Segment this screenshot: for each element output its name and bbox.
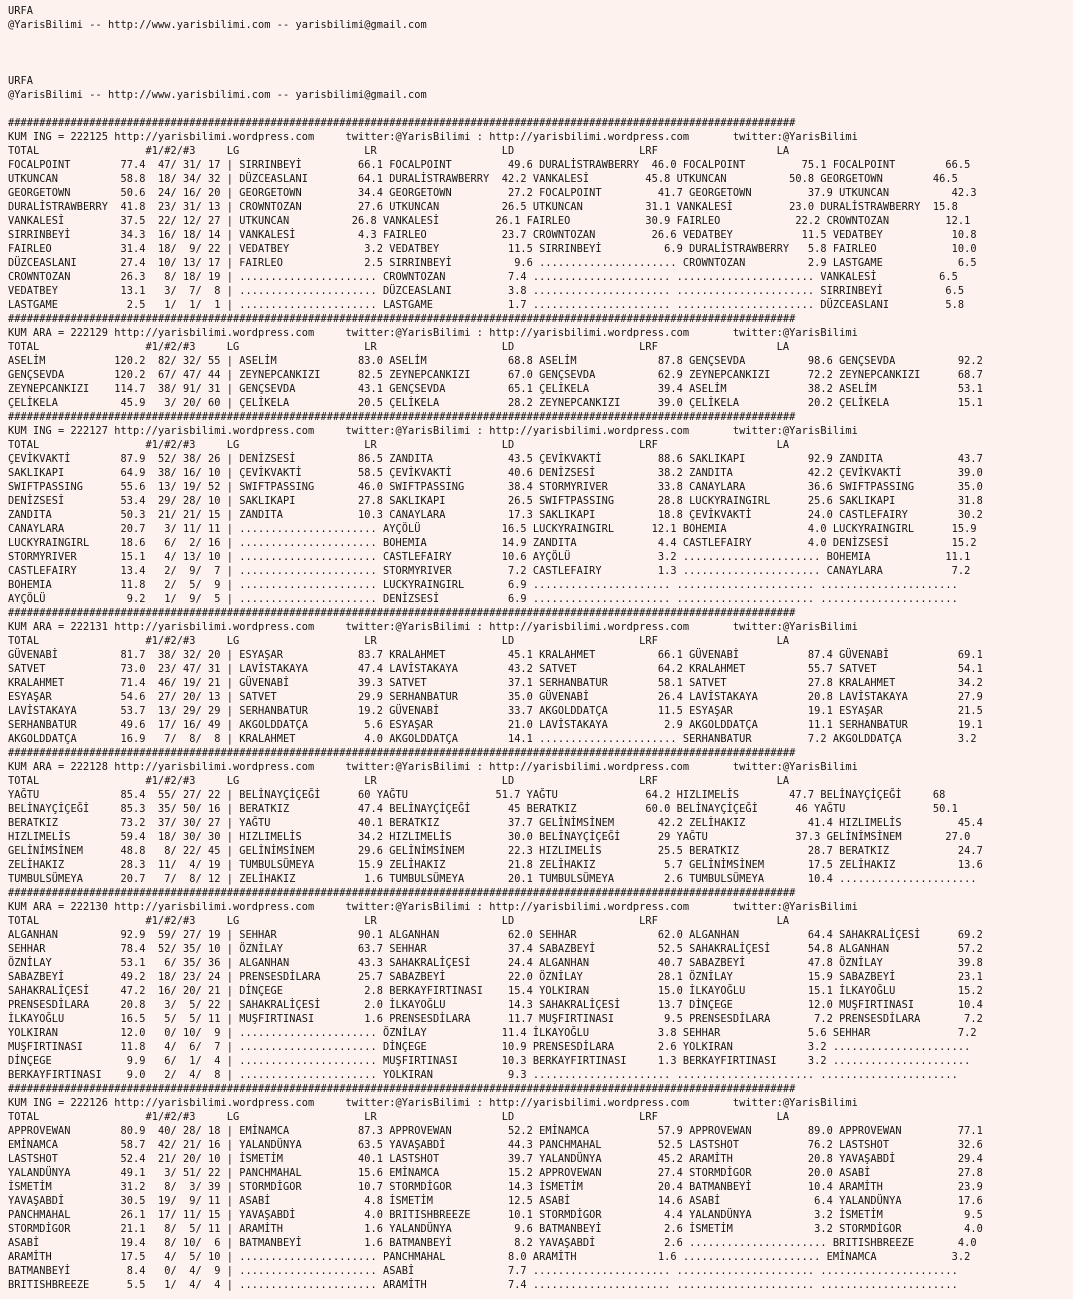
report-line: ARAMİTH 17.5 4/ 5/ 10 | ...................... PANCHMAHAL 8.0 ARAMİTH 1.6 ...................... EMİNAMCA 3.2 (8, 1251, 971, 1263)
report-line: KUM ARA = 222130 http://yarisbilimi.wordpress.com twitter:@YarisBilimi : http://yarisbilimi.wordpress.com twitter:@YarisBilimi (8, 901, 858, 913)
report-line: BERKAYFIRTINASI 9.0 2/ 4/ 8 | ...................... YOLKIRAN 9.3 ...................... ...................... ...................... (8, 1069, 958, 1081)
report-line: KUM ARA = 222131 http://yarisbilimi.wordpress.com twitter:@YarisBilimi : http://yarisbilimi.wordpress.com twitter:@YarisBilimi (8, 621, 858, 633)
report-line: STORMYRIVER 15.1 4/ 13/ 10 | ...................... CASTLEFAIRY 10.6 AYÇÖLÜ 3.2 ...................... BOHEMIA 11.1 (8, 551, 971, 563)
report-line: YAVAŞABDİ 30.5 19/ 9/ 11 | ASABİ 4.8 İSMETİM 12.5 ASABİ 14.6 ASABİ 6.4 YALANDÜNYA 17.6 (8, 1195, 983, 1207)
report-line: BERATKIZ 73.2 37/ 30/ 27 | YAĞTU 40.1 BERATKIZ 37.7 GELİNİMSİNEM 42.2 ZELİHAKIZ 41.4 HIZLIMELİS 45.4 (8, 817, 983, 829)
report-line: TOTAL #1/#2/#3 LG LR LD LRF LA (8, 1111, 790, 1123)
report-line: ############################################################################################################################## (8, 747, 796, 759)
report-line: ASABİ 19.4 8/ 10/ 6 | BATMANBEYİ 1.6 BATMANBEYİ 8.2 YAVAŞABDİ 2.6 ...................... BRITISHBREEZE 4.0 (8, 1237, 977, 1249)
report-line: CASTLEFAIRY 13.4 2/ 9/ 7 | ...................... STORMYRIVER 7.2 CASTLEFAIRY 1.3 ...................... CANAYLARA 7.2 (8, 565, 971, 577)
report-line: STORMDİGOR 21.1 8/ 5/ 11 | ARAMİTH 1.6 YALANDÜNYA 9.6 BATMANBEYİ 2.6 İSMETİM 3.2 STORMDİGOR 4.0 (8, 1223, 983, 1235)
report-line: İLKAYOĞLU 16.5 5/ 5/ 11 | MUŞFIRTINASI 1.6 PRENSESDİLARA 11.7 MUŞFIRTINASI 9.5 PRENSESDİLARA 7.2 PRENSESDİLARA 7.2 (8, 1013, 983, 1025)
report-line: ZEYNEPCANKIZI 114.7 38/ 91/ 31 | GENÇSEVDA 43.1 GENÇSEVDA 65.1 ÇELİKELA 39.4 ASELİM 38.2 ASELİM 53.1 (8, 383, 983, 395)
report-line: LUCKYRAINGIRL 18.6 6/ 2/ 16 | ...................... BOHEMIA 14.9 ZANDITA 4.4 CASTLEFAIRY 4.0 DENİZSESİ 15.2 (8, 537, 977, 549)
report-line (8, 32, 1073, 46)
report-line: ALGANHAN 92.9 59/ 27/ 19 | SEHHAR 90.1 ALGANHAN 62.0 SEHHAR 62.0 ALGANHAN 64.4 SAHAKRALİÇESİ 69.2 (8, 929, 983, 941)
report-line: LASTGAME 2.5 1/ 1/ 1 | ...................... LASTGAME 1.7 ...................... ...................... DÜZCEASLANI 5.8 (8, 299, 965, 311)
report-line: SABAZBEYİ 49.2 18/ 23/ 24 | PRENSESDİLARA 25.7 SABAZBEYİ 22.0 ÖZNİLAY 28.1 ÖZNİLAY 15.9 SABAZBEYİ 23.1 (8, 971, 983, 983)
report-line: BOHEMIA 11.8 2/ 5/ 9 | ...................... LUCKYRAINGIRL 6.9 ...................... ...................... ...................... (8, 579, 958, 591)
report-line: ZELİHAKIZ 28.3 11/ 4/ 19 | TUMBULSÜMEYA 15.9 ZELİHAKIZ 21.8 ZELİHAKIZ 5.7 GELİNİMSİNEM 17.5 ZELİHAKIZ 13.6 (8, 859, 983, 871)
report-line: ÇEVİKVAKTİ 87.9 52/ 38/ 26 | DENİZSESİ 86.5 ZANDITA 43.5 ÇEVİKVAKTİ 88.6 SAKLIKAPI 92.9 ZANDITA 43.7 (8, 453, 983, 465)
report-line: SEHHAR 78.4 52/ 35/ 10 | ÖZNİLAY 63.7 SEHHAR 37.4 SABAZBEYİ 52.5 SAHAKRALİÇESİ 54.8 ALGANHAN 57.2 (8, 943, 983, 955)
report-line: UTKUNCAN 58.8 18/ 34/ 32 | DÜZCEASLANI 64.1 DURALİSTRAWBERRY 42.2 VANKALESİ 45.8 UTKUNCAN 50.8 GEORGETOWN 46.5 (8, 173, 958, 185)
report-line: FAIRLEO 31.4 18/ 9/ 22 | VEDATBEY 3.2 VEDATBEY 11.5 SIRRINBEYİ 6.9 DURALİSTRAWBERRY 5.8 FAIRLEO 10.0 (8, 243, 977, 255)
report-line (8, 102, 1073, 116)
report-line: TOTAL #1/#2/#3 LG LR LD LRF LA (8, 145, 790, 157)
report-line: ############################################################################################################################## (8, 117, 796, 129)
report-line: LASTSHOT 52.4 21/ 20/ 10 | İSMETİM 40.1 LASTSHOT 39.7 YALANDÜNYA 45.2 ARAMİTH 20.8 YAVAŞABDİ 29.4 (8, 1153, 983, 1165)
report-line: TOTAL #1/#2/#3 LG LR LD LRF LA (8, 635, 790, 647)
report-line: GEORGETOWN 50.6 24/ 16/ 20 | GEORGETOWN 34.4 GEORGETOWN 27.2 FOCALPOINT 41.7 GEORGETOWN 37.9 UTKUNCAN 42.3 (8, 187, 977, 199)
report-line: DURALİSTRAWBERRY 41.8 23/ 31/ 13 | CROWNTOZAN 27.6 UTKUNCAN 26.5 UTKUNCAN 31.1 VANKALESİ 23.0 DURALİSTRAWBERRY 15.8 (8, 201, 958, 213)
report-line: VANKALESİ 37.5 22/ 12/ 27 | UTKUNCAN 26.8 VANKALESİ 26.1 FAIRLEO 30.9 FAIRLEO 22.2 CROWNTOZAN 12.1 (8, 215, 971, 227)
report-line: BRITISHBREEZE 5.5 1/ 4/ 4 | ...................... ARAMİTH 7.4 ...................... ...................... ...................... (8, 1279, 958, 1291)
report-line: GENÇSEVDA 120.2 67/ 47/ 44 | ZEYNEPCANKIZI 82.5 ZEYNEPCANKIZI 67.0 GENÇSEVDA 62.9 ZEYNEPCANKIZI 72.2 ZEYNEPCANKIZI 68.7 (8, 369, 983, 381)
report-line: DÜZCEASLANI 27.4 10/ 13/ 17 | FAIRLEO 2.5 SIRRINBEYİ 9.6 ...................... CROWNTOZAN 2.9 LASTGAME 6.5 (8, 257, 977, 269)
report-line: YOLKIRAN 12.0 0/ 10/ 9 | ...................... ÖZNİLAY 11.4 İLKAYOĞLU 3.8 SEHHAR 5.6 SEHHAR 7.2 (8, 1027, 977, 1039)
report-line: GELİNİMSİNEM 48.8 8/ 22/ 45 | GELİNİMSİNEM 29.6 GELİNİMSİNEM 22.3 HIZLIMELİS 25.5 BERATKIZ 28.7 BERATKIZ 24.7 (8, 845, 983, 857)
report-line: ÇELİKELA 45.9 3/ 20/ 60 | ÇELİKELA 20.5 ÇELİKELA 28.2 ZEYNEPCANKIZI 39.0 ÇELİKELA 20.2 ÇELİKELA 15.1 (8, 397, 983, 409)
report-line (8, 60, 1073, 74)
report-line: SAKLIKAPI 64.9 38/ 16/ 10 | ÇEVİKVAKTİ 58.5 ÇEVİKVAKTİ 40.6 DENİZSESİ 38.2 ZANDITA 42.2 ÇEVİKVAKTİ 39.0 (8, 467, 983, 479)
report-line: SERHANBATUR 49.6 17/ 16/ 49 | AKGOLDDATÇA 5.6 ESYAŞAR 21.0 LAVİSTAKAYA 2.9 AKGOLDDATÇA 11.1 SERHANBATUR 19.1 (8, 719, 983, 731)
report-line: KRALAHMET 71.4 46/ 19/ 21 | GÜVENABİ 39.3 SATVET 37.1 SERHANBATUR 58.1 SATVET 27.8 KRALAHMET 34.2 (8, 677, 983, 689)
report-line: AKGOLDDATÇA 16.9 7/ 8/ 8 | KRALAHMET 4.0 AKGOLDDATÇA 14.1 ...................... SERHANBATUR 7.2 AKGOLDDATÇA 3.2 (8, 733, 977, 745)
report-line: SAHAKRALİÇESİ 47.2 16/ 20/ 21 | DİNÇEGE 2.8 BERKAYFIRTINASI 15.4 YOLKIRAN 15.0 İLKAYOĞLU 15.1 İLKAYOĞLU 15.2 (8, 985, 983, 997)
report-line: ############################################################################################################################## (8, 313, 796, 325)
report-line: LAVİSTAKAYA 53.7 13/ 29/ 29 | SERHANBATUR 19.2 GÜVENABİ 33.7 AKGOLDDATÇA 11.5 ESYAŞAR 19.1 ESYAŞAR 21.5 (8, 705, 983, 717)
report-line: ############################################################################################################################## (8, 607, 796, 619)
report-line: İSMETİM 31.2 8/ 3/ 39 | STORMDİGOR 10.7 STORMDİGOR 14.3 İSMETİM 20.4 BATMANBEYİ 10.4 ARAMİTH 23.9 (8, 1181, 983, 1193)
report-line: YAĞTU 85.4 55/ 27/ 22 | BELİNAYÇİÇEĞİ 60 YAĞTU 51.7 YAĞTU 64.2 HIZLIMELİS 47.7 BELİNAYÇİÇEĞİ 68 (8, 789, 946, 801)
report-line: KUM ARA = 222128 http://yarisbilimi.wordpress.com twitter:@YarisBilimi : http://yarisbilimi.wordpress.com twitter:@YarisBilimi (8, 761, 858, 773)
report-line: FOCALPOINT 77.4 47/ 31/ 17 | SIRRINBEYİ 66.1 FOCALPOINT 49.6 DURALİSTRAWBERRY 46.0 FOCALPOINT 75.1 FOCALPOINT 66.5 (8, 159, 971, 171)
report-line: PANCHMAHAL 26.1 17/ 11/ 15 | YAVAŞABDİ 4.0 BRITISHBREEZE 10.1 STORMDİGOR 4.4 YALANDÜNYA 3.2 İSMETİM 9.5 (8, 1209, 983, 1221)
report-line: YALANDÜNYA 49.1 3/ 51/ 22 | PANCHMAHAL 15.6 EMİNAMCA 15.2 APPROVEWAN 27.4 STORMDİGOR 20.0 ASABİ 27.8 (8, 1167, 983, 1179)
report-line: CROWNTOZAN 26.3 8/ 18/ 19 | ...................... CROWNTOZAN 7.4 ...................... ...................... VANKALESİ 6.5 (8, 271, 958, 283)
report-line: ############################################################################################################################## (8, 411, 796, 423)
report-line: KUM ARA = 222129 http://yarisbilimi.wordpress.com twitter:@YarisBilimi : http://yarisbilimi.wordpress.com twitter:@YarisBilimi (8, 327, 858, 339)
report-line: URFA (8, 5, 33, 17)
report-line: ÖZNİLAY 53.1 6/ 35/ 36 | ALGANHAN 43.3 SAHAKRALİÇESİ 24.4 ALGANHAN 40.7 SABAZBEYİ 47.8 ÖZNİLAY 39.8 (8, 957, 983, 969)
report-line: @YarisBilimi -- http://www.yarisbilimi.com -- yarisbilimi@gmail.com (8, 89, 427, 101)
report-line: GÜVENABİ 81.7 38/ 32/ 20 | ESYAŞAR 83.7 KRALAHMET 45.1 KRALAHMET 66.1 GÜVENABİ 87.4 GÜVENABİ 69.1 (8, 649, 983, 661)
report-line: DİNÇEGE 9.9 6/ 1/ 4 | ...................... MUŞFIRTINASI 10.3 BERKAYFIRTINASI 1.3 BERKAYFIRTINASI 3.2 ...................... (8, 1055, 971, 1067)
report-line: HIZLIMELİS 59.4 18/ 30/ 30 | HIZLIMELİS 34.2 HIZLIMELİS 30.0 BELİNAYÇİÇEĞİ 29 YAĞTU 37.3 GELİNİMSİNEM 27.0 (8, 831, 971, 843)
report-line: SATVET 73.0 23/ 47/ 31 | LAVİSTAKAYA 47.4 LAVİSTAKAYA 43.2 SATVET 64.2 KRALAHMET 55.7 SATVET 54.1 (8, 663, 983, 675)
report-line: ############################################################################################################################## (8, 1083, 796, 1095)
report-line: SWIFTPASSING 55.6 13/ 19/ 52 | SWIFTPASSING 46.0 SWIFTPASSING 38.4 STORMYRIVER 33.8 CANAYLARA 36.6 SWIFTPASSING 35.0 (8, 481, 983, 493)
report-line: ############################################################################################################################## (8, 887, 796, 899)
report-line: TUMBULSÜMEYA 20.7 7/ 8/ 12 | ZELİHAKIZ 1.6 TUMBULSÜMEYA 20.1 TUMBULSÜMEYA 2.6 TUMBULSÜMEYA 10.4 ...................... (8, 873, 977, 885)
report-line: DENİZSESİ 53.4 29/ 28/ 10 | SAKLIKAPI 27.8 SAKLIKAPI 26.5 SWIFTPASSING 28.8 LUCKYRAINGIRL 25.6 SAKLIKAPI 31.8 (8, 495, 983, 507)
report-line: SIRRINBEYİ 34.3 16/ 18/ 14 | VANKALESİ 4.3 FAIRLEO 23.7 CROWNTOZAN 26.6 VEDATBEY 11.5 VEDATBEY 10.8 (8, 229, 977, 241)
report-line: URFA (8, 75, 33, 87)
report-line: CANAYLARA 20.7 3/ 11/ 11 | ...................... AYÇÖLÜ 16.5 LUCKYRAINGIRL 12.1 BOHEMIA 4.0 LUCKYRAINGIRL 15.9 (8, 523, 977, 535)
report-line (8, 46, 1073, 60)
report-line: TOTAL #1/#2/#3 LG LR LD LRF LA (8, 775, 790, 787)
report-line: VEDATBEY 13.1 3/ 7/ 8 | ...................... DÜZCEASLANI 3.8 ...................... ...................... SIRRINBEYİ 6.5 (8, 285, 965, 297)
report-line: EMİNAMCA 58.7 42/ 21/ 16 | YALANDÜNYA 63.5 YAVAŞABDİ 44.3 PANCHMAHAL 52.5 LASTSHOT 76.2 LASTSHOT 32.6 (8, 1139, 983, 1151)
report-line: MUŞFIRTINASI 11.8 4/ 6/ 7 | ...................... DİNÇEGE 10.9 PRENSESDİLARA 2.6 YOLKIRAN 3.2 ...................... (8, 1041, 971, 1053)
report-line: PRENSESDİLARA 20.8 3/ 5/ 22 | SAHAKRALİÇESİ 2.0 İLKAYOĞLU 14.3 SAHAKRALİÇESİ 13.7 DİNÇEGE 12.0 MUŞFIRTINASI 10.4 (8, 999, 983, 1011)
report-line: TOTAL #1/#2/#3 LG LR LD LRF LA (8, 915, 790, 927)
report-line: KUM ING = 222125 http://yarisbilimi.wordpress.com twitter:@YarisBilimi : http://yarisbilimi.wordpress.com twitter:@YarisBilimi (8, 131, 858, 143)
report-line: ASELİM 120.2 82/ 32/ 55 | ASELİM 83.0 ASELİM 68.8 ASELİM 87.8 GENÇSEVDA 98.6 GENÇSEVDA 92.2 (8, 355, 983, 367)
report-line: ZANDITA 50.3 21/ 21/ 15 | ZANDITA 10.3 CANAYLARA 17.3 SAKLIKAPI 18.8 ÇEVİKVAKTİ 24.0 CASTLEFAIRY 30.2 (8, 509, 983, 521)
report-line: @YarisBilimi -- http://www.yarisbilimi.com -- yarisbilimi@gmail.com (8, 19, 427, 31)
report-line: TOTAL #1/#2/#3 LG LR LD LRF LA (8, 439, 790, 451)
report-line: TOTAL #1/#2/#3 LG LR LD LRF LA (8, 341, 790, 353)
report-line: KUM ING = 222127 http://yarisbilimi.wordpress.com twitter:@YarisBilimi : http://yarisbilimi.wordpress.com twitter:@YarisBilimi (8, 425, 858, 437)
report-line: APPROVEWAN 80.9 40/ 28/ 18 | EMİNAMCA 87.3 APPROVEWAN 52.2 EMİNAMCA 57.9 APPROVEWAN 89.0 APPROVEWAN 77.1 (8, 1125, 983, 1137)
report-line: BELİNAYÇİÇEĞİ 85.3 35/ 50/ 16 | BERATKIZ 47.4 BELİNAYÇİÇEĞİ 45 BERATKIZ 60.0 BELİNAYÇİÇEĞİ 46 YAĞTU 50.1 (8, 803, 958, 815)
report-line: ESYAŞAR 54.6 27/ 20/ 13 | SATVET 29.9 SERHANBATUR 35.0 GÜVENABİ 26.4 LAVİSTAKAYA 20.8 LAVİSTAKAYA 27.9 (8, 691, 983, 703)
report-line: BATMANBEYİ 8.4 0/ 4/ 9 | ...................... ASABİ 7.7 ...................... ...................... ...................... (8, 1265, 958, 1277)
report-line: KUM ING = 222126 http://yarisbilimi.wordpress.com twitter:@YarisBilimi : http://yarisbilimi.wordpress.com twitter:@YarisBilimi (8, 1097, 858, 1109)
report-line: AYÇÖLÜ 9.2 1/ 9/ 5 | ...................... DENİZSESİ 6.9 ...................... ...................... ...................... (8, 593, 958, 605)
